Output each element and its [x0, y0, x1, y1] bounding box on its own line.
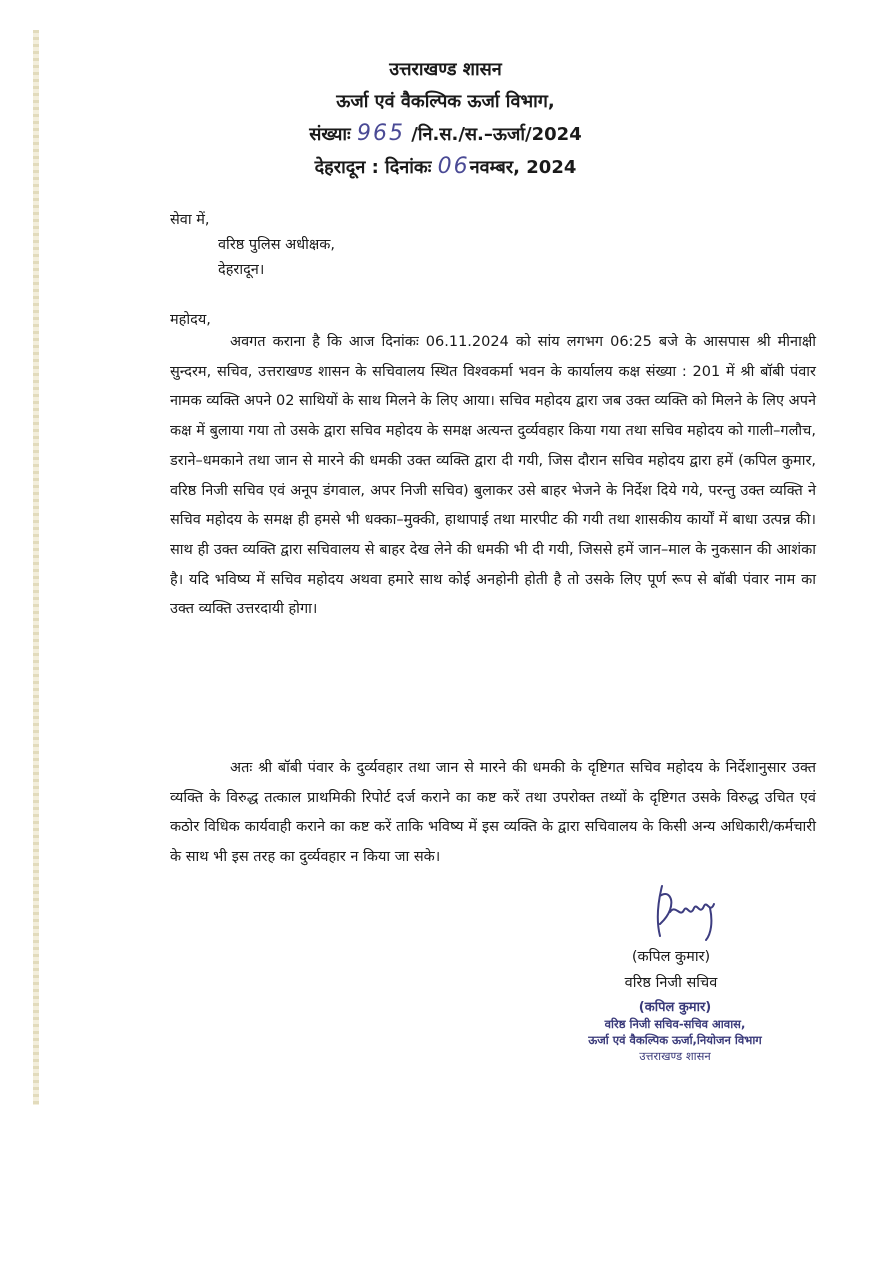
stamp-name: (कपिल कुमार): [638, 1000, 712, 1015]
date-suffix: नवम्बर, 2024: [469, 157, 577, 178]
stamp-government: उत्तराखण्ड शासन: [639, 1049, 711, 1063]
signatory-name: (कपिल कुमार): [631, 949, 711, 965]
recipient-city: देहरादून।: [218, 262, 265, 278]
govt-name: उत्तराखण्ड शासन: [389, 59, 502, 80]
date-prefix: देहरादून : दिनांकः: [314, 157, 432, 178]
signatory-designation: वरिष्ठ निजी सचिव: [624, 975, 718, 991]
letter-header: [0, 54, 891, 184]
stamp-department: ऊर्जा एवं वैकल्पिक ऊर्जा,नियोजन विभाग: [588, 1033, 762, 1047]
official-stamp: [575, 1000, 775, 1064]
ref-suffix: /नि.स./स.–ऊर्जा/2024: [411, 124, 582, 145]
reference-number: [0, 118, 891, 151]
letter-body-paragraph-2: [170, 754, 816, 873]
letter-body-paragraph-1: [170, 328, 816, 625]
file-punch-edge: [33, 30, 39, 1105]
salutation: महोदय,: [170, 312, 211, 328]
date-handwritten-day: 06: [437, 154, 470, 179]
handwritten-signature: [640, 878, 740, 948]
department-name: ऊर्जा एवं वैकल्पिक ऊर्जा विभाग,: [336, 91, 555, 112]
letter-date: [0, 151, 891, 184]
recipient-designation: वरिष्ठ पुलिस अधीक्षक,: [218, 237, 336, 253]
paragraph: अतः श्री बॉबी पंवार के दुर्व्यवहार तथा जान से मारने की धमकी के दृष्टिगत सचिव महोदय के निर्देशानुसार उक्त व्यक्ति के विरुद्ध तत्काल प्राथमिकी रिपोर्ट दर्ज कराने का कष्ट करें तथा उपरोक्त तथ्यों के दृष्टिगत उसके विरुद्ध उचित एवं कठोर विधिक कार्यवाही कराने का कष्ट करें ताकि भविष्य में इस व्यक्ति के द्वारा सचिवालय के किसी अन्य अधिकारी/कर्मचारी के साथ भी इस तरह का दुर्व्यवहार न किया जा सके।: [170, 760, 816, 866]
ref-prefix: संख्याः: [309, 124, 351, 145]
signatory-block: [596, 944, 746, 996]
paragraph: अवगत कराना है कि आज दिनांकः 06.11.2024 को सांय लगभग 06:25 बजे के आसपास श्री मीनाक्षी सुन्दरम, सचिव, उत्तराखण्ड शासन के सचिवालय स्थित विश्वकर्मा भवन के कार्यालय कक्ष संख्या : 201 में श्री बॉबी पंवार नामक व्यक्ति अपने 02 साथियों के साथ मिलने के लिए आया। सचिव महोदय द्वारा जब उक्त व्यक्ति को मिलने के लिए अपने कक्ष में बुलाया गया तो उसके द्वारा सचिव महोदय के समक्ष अत्यन्त दुर्व्यवहार किया गया तथा सचिव महोदय को गाली–गलौच, डराने–धमकाने तथा जान से मारने की धमकी उक्त व्यक्ति द्वारा दी गयी, जिस दौरान सचिव महोदय द्वारा हमें (कपिल कुमार, वरिष्ठ निजी सचिव एवं अनूप डंगवाल, अपर निजी सचिव) बुलाकर उसे बाहर भेजने के निर्देश दिये गये, परन्तु उक्त व्यक्ति ने सचिव महोदय के समक्ष ही हमसे भी धक्का–मुक्की, हाथापाई तथा मारपीट की गयी तथा शासकीय कार्यों में बाधा उत्पन्न की। साथ ही उक्त व्यक्ति द्वारा सचिवालय से बाहर देख लेने की धमकी भी दी गयी, जिससे हमें जान–माल के नुकसान की आशंका है। यदि भविष्य में सचिव महोदय अथवा हमारे साथ कोई अनहोनी होती है तो उसके लिए पूर्ण रूप से बॉबी पंवार नाम का उक्त व्यक्ति उत्तरदायी होगा।: [170, 334, 816, 618]
recipient-greeting: सेवा में,: [170, 212, 210, 228]
stamp-designation: वरिष्ठ निजी सचिव-सचिव आवास,: [604, 1017, 746, 1031]
ref-handwritten-number: 965: [356, 121, 405, 146]
recipient-block: [170, 208, 335, 283]
